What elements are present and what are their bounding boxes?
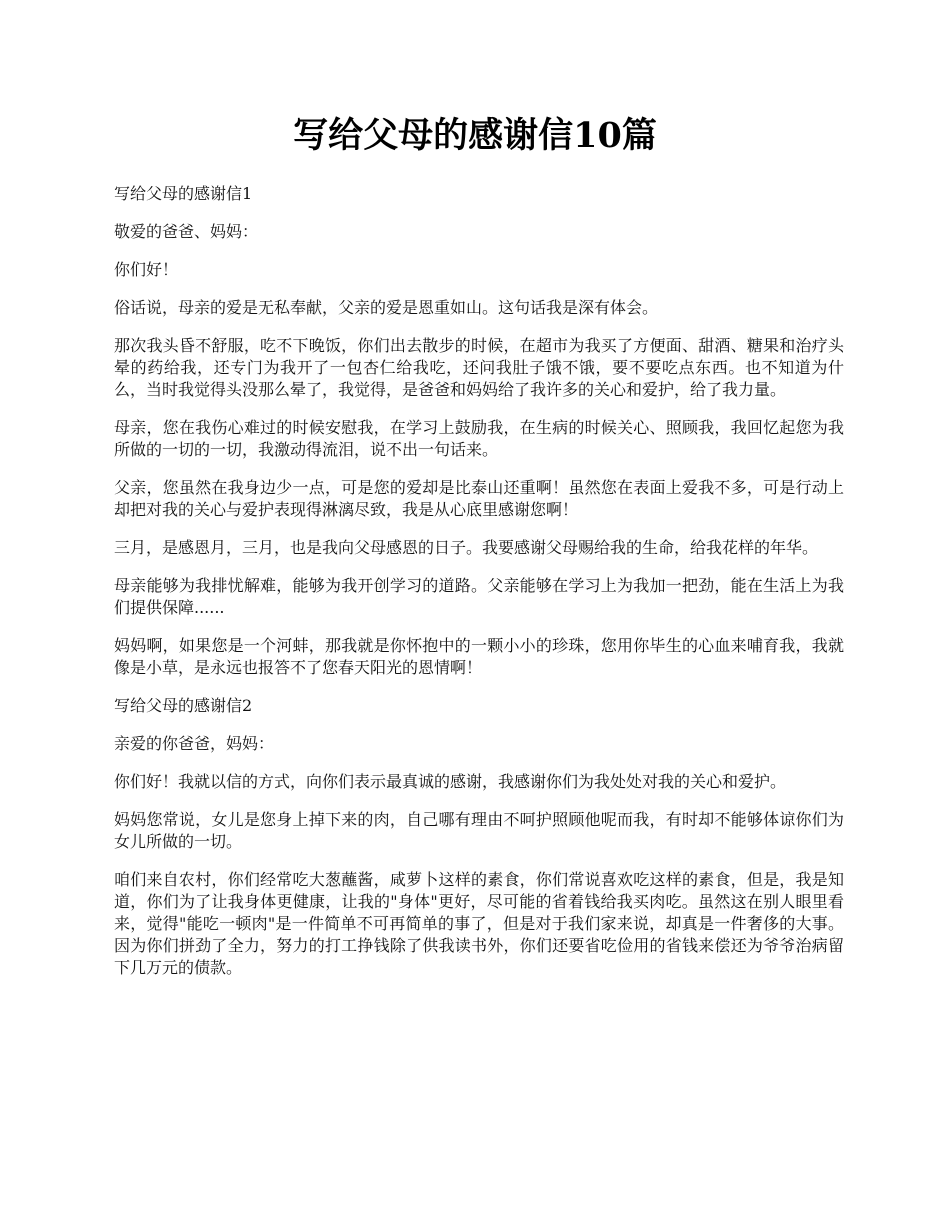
document-title: 写给父母的感谢信10篇 xyxy=(293,115,657,156)
body-paragraph: 三月，是感恩月，三月，也是我向父母感恩的日子。我要感谢父母赐给我的生命，给我花样的年华。 xyxy=(114,538,819,557)
body-paragraph: 那次我头昏不舒服，吃不下晚饭，你们出去散步的时候，在超市为我买了方便面、甜酒、糖果和治疗头晕的药给我，还专门为我开了一包杏仁给我吃，还问我肚子饿不饿，要不要吃点东西。也不知道为什么，当时我觉得头没那么晕了，我觉得，是爸爸和妈妈给了我许多的关心和爱护，给了我力量。 xyxy=(114,336,844,399)
body-paragraph: 母亲能够为我排忧解难，能够为我开创学习的道路。父亲能够在学习上为我加一把劲，能在生活上为我们提供保障...... xyxy=(114,576,844,617)
salutation: 敬爱的爸爸、妈妈： xyxy=(114,222,259,241)
body-paragraph: 妈妈啊，如果您是一个河蚌，那我就是你怀抱中的一颗小小的珍珠，您用你毕生的心血来哺育我，我就像是小草，是永远也报答不了您春天阳光的恩情啊！ xyxy=(114,636,844,677)
body-paragraph: 你们好！我就以信的方式，向你们表示最真诚的感谢，我感谢你们为我处处对我的关心和爱护。 xyxy=(114,772,787,791)
greeting: 你们好！ xyxy=(114,260,179,279)
section-heading-2: 写给父母的感谢信2 xyxy=(114,696,253,715)
body-paragraph: 母亲，您在我伤心难过的时候安慰我，在学习上鼓励我，在生病的时候关心、照顾我，我回忆起您为我所做的一切的一切，我激动得流泪，说不出一句话来。 xyxy=(114,418,844,459)
body-paragraph: 咱们来自农村，你们经常吃大葱蘸酱，咸萝卜这样的素食，你们常说喜欢吃这样的素食，但是，我是知道，你们为了让我身体更健康，让我的"身体"更好，尽可能的省着钱给我买肉吃。虽然这在别人眼里看来，觉得"能吃一顿肉"是一件简单不可再简单的事了，但是对于我们家来说，却真是一件奢侈的大事。因为你们拼劲了全力，努力的打工挣钱除了供我读书外，你们还要省吃俭用的省钱来偿还为爷爷治病留下几万元的债款。 xyxy=(114,870,844,977)
document-body xyxy=(114,183,844,995)
body-paragraph: 妈妈您常说，女儿是您身上掉下来的肉，自己哪有理由不呵护照顾他呢而我，有时却不能够体谅你们为女儿所做的一切。 xyxy=(114,810,844,851)
body-paragraph: 俗话说，母亲的爱是无私奉献，父亲的爱是恩重如山。这句话我是深有体会。 xyxy=(114,298,659,317)
section-heading-1: 写给父母的感谢信1 xyxy=(114,184,253,203)
salutation: 亲爱的你爸爸，妈妈： xyxy=(114,734,275,753)
body-paragraph: 父亲，您虽然在我身边少一点，可是您的爱却是比泰山还重啊！虽然您在表面上爱我不多，可是行动上却把对我的关心与爱护表现得淋漓尽致，我是从心底里感谢您啊！ xyxy=(114,478,844,519)
